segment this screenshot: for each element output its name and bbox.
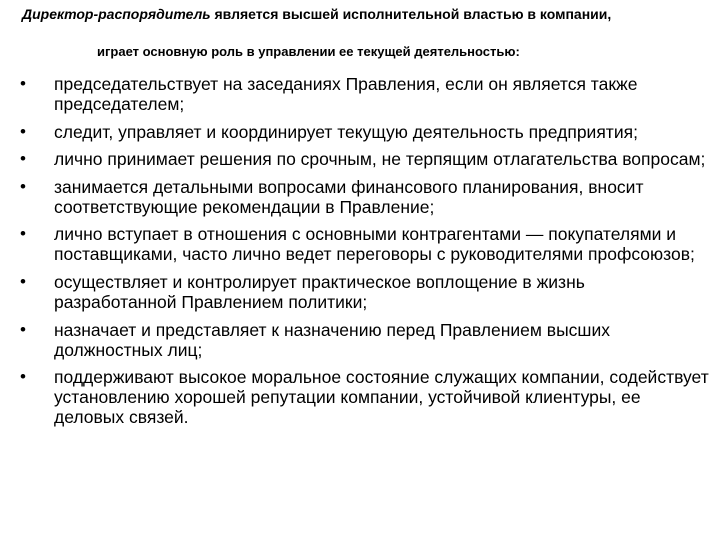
bullet-dot-icon: • (20, 224, 26, 244)
bullet-dot-icon: • (20, 367, 26, 387)
heading-role-name: Директор-распорядитель (22, 6, 211, 22)
list-item-text: председательствует на заседаниях Правления, если он является также председателем; (54, 74, 638, 114)
bullet-dot-icon: • (20, 271, 26, 291)
bullet-dot-icon: • (20, 121, 26, 141)
list-item-text: лично принимает решения по срочным, не терпящим отлагательства вопросам; (54, 149, 706, 170)
heading-title-rest: является высшей исполнительной властью в компании, (210, 6, 612, 22)
list-item (0, 74, 720, 114)
list-item (0, 224, 720, 264)
list-item-text: поддерживают высокое моральное состояние служащих компании, содействует установлению хорошей репутации компании, устойчивой клиентуры, ее деловых связей. (54, 367, 709, 428)
list-item-text: занимается детальными вопросами финансового планирования, вносит соответствующие рекомендации в Правление; (54, 176, 644, 217)
heading-line-2: играет основную роль в управлении ее текущей деятельностью: (97, 44, 520, 59)
bullet-dot-icon: • (20, 319, 26, 339)
bullet-dot-icon: • (20, 176, 26, 196)
list-item-text: назначает и представляет к назначению перед Правлением высших должностных лиц; (54, 319, 610, 360)
duties-list (0, 74, 720, 435)
bullet-dot-icon: • (20, 149, 26, 169)
list-item (0, 177, 720, 217)
list-item-text: осуществляет и контролирует практическое воплощение в жизнь разработанной Правлением политики; (54, 271, 585, 312)
list-item-text: следит, управляет и координирует текущую деятельность предприятия; (54, 121, 638, 142)
list-item (0, 367, 720, 427)
list-item-text: лично вступает в отношения с основными контрагентами — покупателями и поставщиками, часто лично ведет переговоры с руководителями профсоюзов; (54, 224, 695, 265)
bullet-dot-icon: • (20, 74, 26, 93)
list-item (0, 122, 720, 142)
list-item (0, 149, 720, 169)
list-item (0, 272, 720, 312)
list-item (0, 320, 720, 360)
heading-line-1 (22, 4, 611, 24)
